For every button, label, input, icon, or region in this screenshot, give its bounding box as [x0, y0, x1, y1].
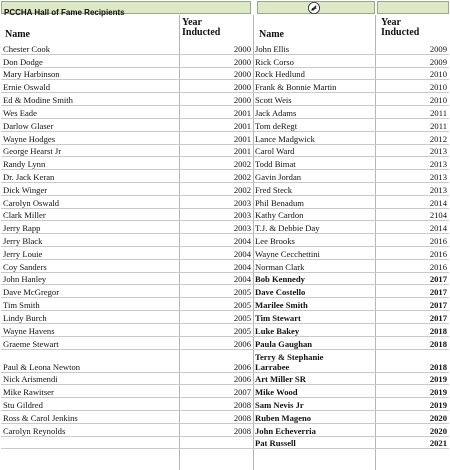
left-name-cell: Ernie Oswald — [1, 80, 179, 93]
left-name-cell: Mary Harbinson — [1, 67, 179, 80]
right-year-cell: 2020 — [375, 423, 449, 436]
recipients-table — [1, 42, 449, 449]
right-name-cell: Sam Nevis Jr — [253, 398, 375, 411]
left-name-cell: Dave McGregor — [1, 285, 179, 298]
right-name-cell: Tim Stewart — [253, 311, 375, 324]
right-year-cell: 2021 — [375, 436, 449, 449]
right-name-cell: Lance Madgwick — [253, 131, 375, 144]
right-year-cell: 2018 — [375, 349, 449, 372]
table-row — [1, 42, 449, 54]
left-year-cell: 2005 — [179, 323, 253, 336]
right-year-cell: 2013 — [375, 170, 449, 183]
empty-cell — [1, 436, 179, 449]
right-name-cell: Todd Bimat — [253, 157, 375, 170]
left-year-cell: 2007 — [179, 385, 253, 398]
right-name-cell: Tom deRegt — [253, 118, 375, 131]
right-year-cell: 2012 — [375, 131, 449, 144]
left-year-cell: 2001 — [179, 144, 253, 157]
left-year-cell: 2005 — [179, 311, 253, 324]
left-name-cell: Jerry Black — [1, 234, 179, 247]
left-name-cell: Carolyn Oswald — [1, 195, 179, 208]
right-name-cell: Kathy Cardon — [253, 208, 375, 221]
table-row — [1, 234, 449, 247]
left-name-cell: Lindy Burch — [1, 311, 179, 324]
table-row — [1, 67, 449, 80]
table-row — [1, 259, 449, 272]
name-column-header-left: Name — [5, 29, 30, 40]
left-name-cell: John Hanley — [1, 272, 179, 285]
right-year-cell: 2009 — [375, 54, 449, 67]
left-year-cell: 2008 — [179, 398, 253, 411]
right-name-cell: John Ellis — [253, 42, 375, 54]
left-year-cell: 2002 — [179, 157, 253, 170]
right-name-cell: Paula Gaughan — [253, 336, 375, 349]
table-row — [1, 398, 449, 411]
table-row — [1, 349, 449, 372]
left-year-cell: 2003 — [179, 208, 253, 221]
table-row — [1, 182, 449, 195]
left-name-cell: Mike Rawitser — [1, 385, 179, 398]
right-year-cell: 2017 — [375, 272, 449, 285]
left-name-cell: George Hearst Jr — [1, 144, 179, 157]
left-year-cell: 2008 — [179, 423, 253, 436]
left-year-cell: 2004 — [179, 247, 253, 260]
table-row — [1, 436, 449, 449]
right-name-cell: Phil Benadum — [253, 195, 375, 208]
right-year-cell: 2016 — [375, 247, 449, 260]
right-year-cell: 2019 — [375, 372, 449, 385]
left-year-cell: 2006 — [179, 372, 253, 385]
right-name-cell: Terry & Stephanie Larrabee — [253, 349, 375, 372]
right-year-cell: 2010 — [375, 93, 449, 106]
table-row — [1, 131, 449, 144]
right-year-cell: 2014 — [375, 195, 449, 208]
year-column-header-left: Year Inducted — [182, 17, 221, 38]
right-year-cell: 2010 — [375, 67, 449, 80]
right-year-cell: 2018 — [375, 323, 449, 336]
left-name-cell: Carolyn Reynolds — [1, 423, 179, 436]
right-banner — [377, 1, 449, 14]
right-name-cell: Norman Clark — [253, 259, 375, 272]
right-year-cell: 2018 — [375, 336, 449, 349]
right-name-cell: Carol Ward — [253, 144, 375, 157]
left-year-cell: 2004 — [179, 272, 253, 285]
left-year-cell: 2000 — [179, 93, 253, 106]
table-row — [1, 298, 449, 311]
table-row — [1, 247, 449, 260]
right-year-cell: 2013 — [375, 157, 449, 170]
left-name-cell: Tim Smith — [1, 298, 179, 311]
right-name-cell: Pat Russell — [253, 436, 375, 449]
right-year-cell: 2014 — [375, 221, 449, 234]
right-year-cell: 2104 — [375, 208, 449, 221]
left-name-cell: Wayne Havens — [1, 323, 179, 336]
left-name-cell: Wes Eade — [1, 106, 179, 119]
right-name-cell: Lee Brooks — [253, 234, 375, 247]
right-year-cell: 2011 — [375, 118, 449, 131]
left-name-cell: Ed & Modine Smith — [1, 93, 179, 106]
right-year-cell: 2019 — [375, 398, 449, 411]
right-name-cell: Wayne Cecchettini — [253, 247, 375, 260]
recipients-table-body — [1, 42, 449, 449]
right-name-cell: Art Miller SR — [253, 372, 375, 385]
right-name-cell: Marilee Smith — [253, 298, 375, 311]
right-name-cell: Rock Hedlund — [253, 67, 375, 80]
right-name-cell: Ruben Mageno — [253, 410, 375, 423]
left-name-cell: Jerry Rapp — [1, 221, 179, 234]
table-row — [1, 54, 449, 67]
year-column-header-right: Year Inducted — [381, 17, 420, 38]
table-row — [1, 385, 449, 398]
table-row — [1, 423, 449, 436]
right-year-cell: 2013 — [375, 182, 449, 195]
table-row — [1, 118, 449, 131]
left-year-cell: 2002 — [179, 170, 253, 183]
right-year-cell: 2009 — [375, 42, 449, 54]
table-row — [1, 144, 449, 157]
left-name-cell: Graeme Stewart — [1, 336, 179, 349]
left-name-cell: Nick Arismendi — [1, 372, 179, 385]
hall-of-fame-sheet — [1, 1, 449, 449]
left-year-cell: 2006 — [179, 349, 253, 372]
table-row — [1, 106, 449, 119]
left-year-cell: 2000 — [179, 80, 253, 93]
left-name-cell: Stu Gildred — [1, 398, 179, 411]
right-year-cell: 2017 — [375, 311, 449, 324]
logo-banner — [257, 1, 375, 14]
right-name-cell: Dave Costello — [253, 285, 375, 298]
right-name-cell: T.J. & Debbie Day — [253, 221, 375, 234]
table-row — [1, 80, 449, 93]
left-name-cell: Wayne Hodges — [1, 131, 179, 144]
right-year-cell: 2016 — [375, 259, 449, 272]
left-year-cell: 2005 — [179, 285, 253, 298]
left-year-cell: 2008 — [179, 410, 253, 423]
table-row — [1, 285, 449, 298]
left-year-cell: 2003 — [179, 221, 253, 234]
right-year-cell: 2017 — [375, 285, 449, 298]
table-row — [1, 323, 449, 336]
table-row — [1, 221, 449, 234]
sheet-title: PCCHA Hall of Fame Recipients — [4, 8, 125, 17]
left-year-cell: 2004 — [179, 259, 253, 272]
right-year-cell: 2020 — [375, 410, 449, 423]
left-name-cell: Jerry Louie — [1, 247, 179, 260]
right-year-cell: 2010 — [375, 80, 449, 93]
right-year-cell: 2013 — [375, 144, 449, 157]
left-year-cell: 2000 — [179, 54, 253, 67]
right-year-cell: 2011 — [375, 106, 449, 119]
right-name-cell: Fred Steck — [253, 182, 375, 195]
right-name-cell: Bob Kennedy — [253, 272, 375, 285]
right-name-cell: Scott Weis — [253, 93, 375, 106]
table-row — [1, 410, 449, 423]
right-name-cell: Gavin Jordan — [253, 170, 375, 183]
name-column-header-right: Name — [259, 29, 284, 40]
left-year-cell: 2004 — [179, 234, 253, 247]
table-row — [1, 93, 449, 106]
left-year-cell: 2001 — [179, 131, 253, 144]
column-header-row — [1, 15, 449, 42]
right-name-cell: Luke Bakey — [253, 323, 375, 336]
left-name-cell: Ross & Carol Jenkins — [1, 410, 179, 423]
right-name-cell: Rick Corso — [253, 54, 375, 67]
left-name-cell: Darlow Glaser — [1, 118, 179, 131]
left-year-cell: 2001 — [179, 118, 253, 131]
right-year-cell: 2016 — [375, 234, 449, 247]
left-name-cell: Clark Miller — [1, 208, 179, 221]
right-name-cell: Mike Wood — [253, 385, 375, 398]
left-name-cell: Randy Lynn — [1, 157, 179, 170]
table-row — [1, 272, 449, 285]
right-year-cell: 2017 — [375, 298, 449, 311]
title-row — [1, 1, 449, 15]
title-banner — [1, 1, 251, 17]
horse-logo-icon — [308, 2, 320, 14]
left-year-cell: 2001 — [179, 106, 253, 119]
table-row — [1, 372, 449, 385]
left-year-cell: 2003 — [179, 195, 253, 208]
right-name-cell: Frank & Bonnie Martin — [253, 80, 375, 93]
left-name-cell: Paul & Leona Newton — [1, 349, 179, 372]
left-year-cell: 2005 — [179, 298, 253, 311]
left-name-cell: Dr. Jack Keran — [1, 170, 179, 183]
left-year-cell: 2006 — [179, 336, 253, 349]
left-year-cell: 2002 — [179, 182, 253, 195]
right-year-cell: 2019 — [375, 385, 449, 398]
table-row — [1, 157, 449, 170]
left-name-cell: Dick Winger — [1, 182, 179, 195]
table-row — [1, 311, 449, 324]
right-name-cell: John Echeverria — [253, 423, 375, 436]
left-year-cell: 2000 — [179, 67, 253, 80]
right-name-cell: Jack Adams — [253, 106, 375, 119]
table-row — [1, 170, 449, 183]
empty-cell — [179, 436, 253, 449]
left-year-cell: 2000 — [179, 42, 253, 54]
left-name-cell: Chester Cook — [1, 42, 179, 54]
table-row — [1, 208, 449, 221]
table-row — [1, 336, 449, 349]
table-row — [1, 195, 449, 208]
left-name-cell: Don Dodge — [1, 54, 179, 67]
left-name-cell: Coy Sanders — [1, 259, 179, 272]
